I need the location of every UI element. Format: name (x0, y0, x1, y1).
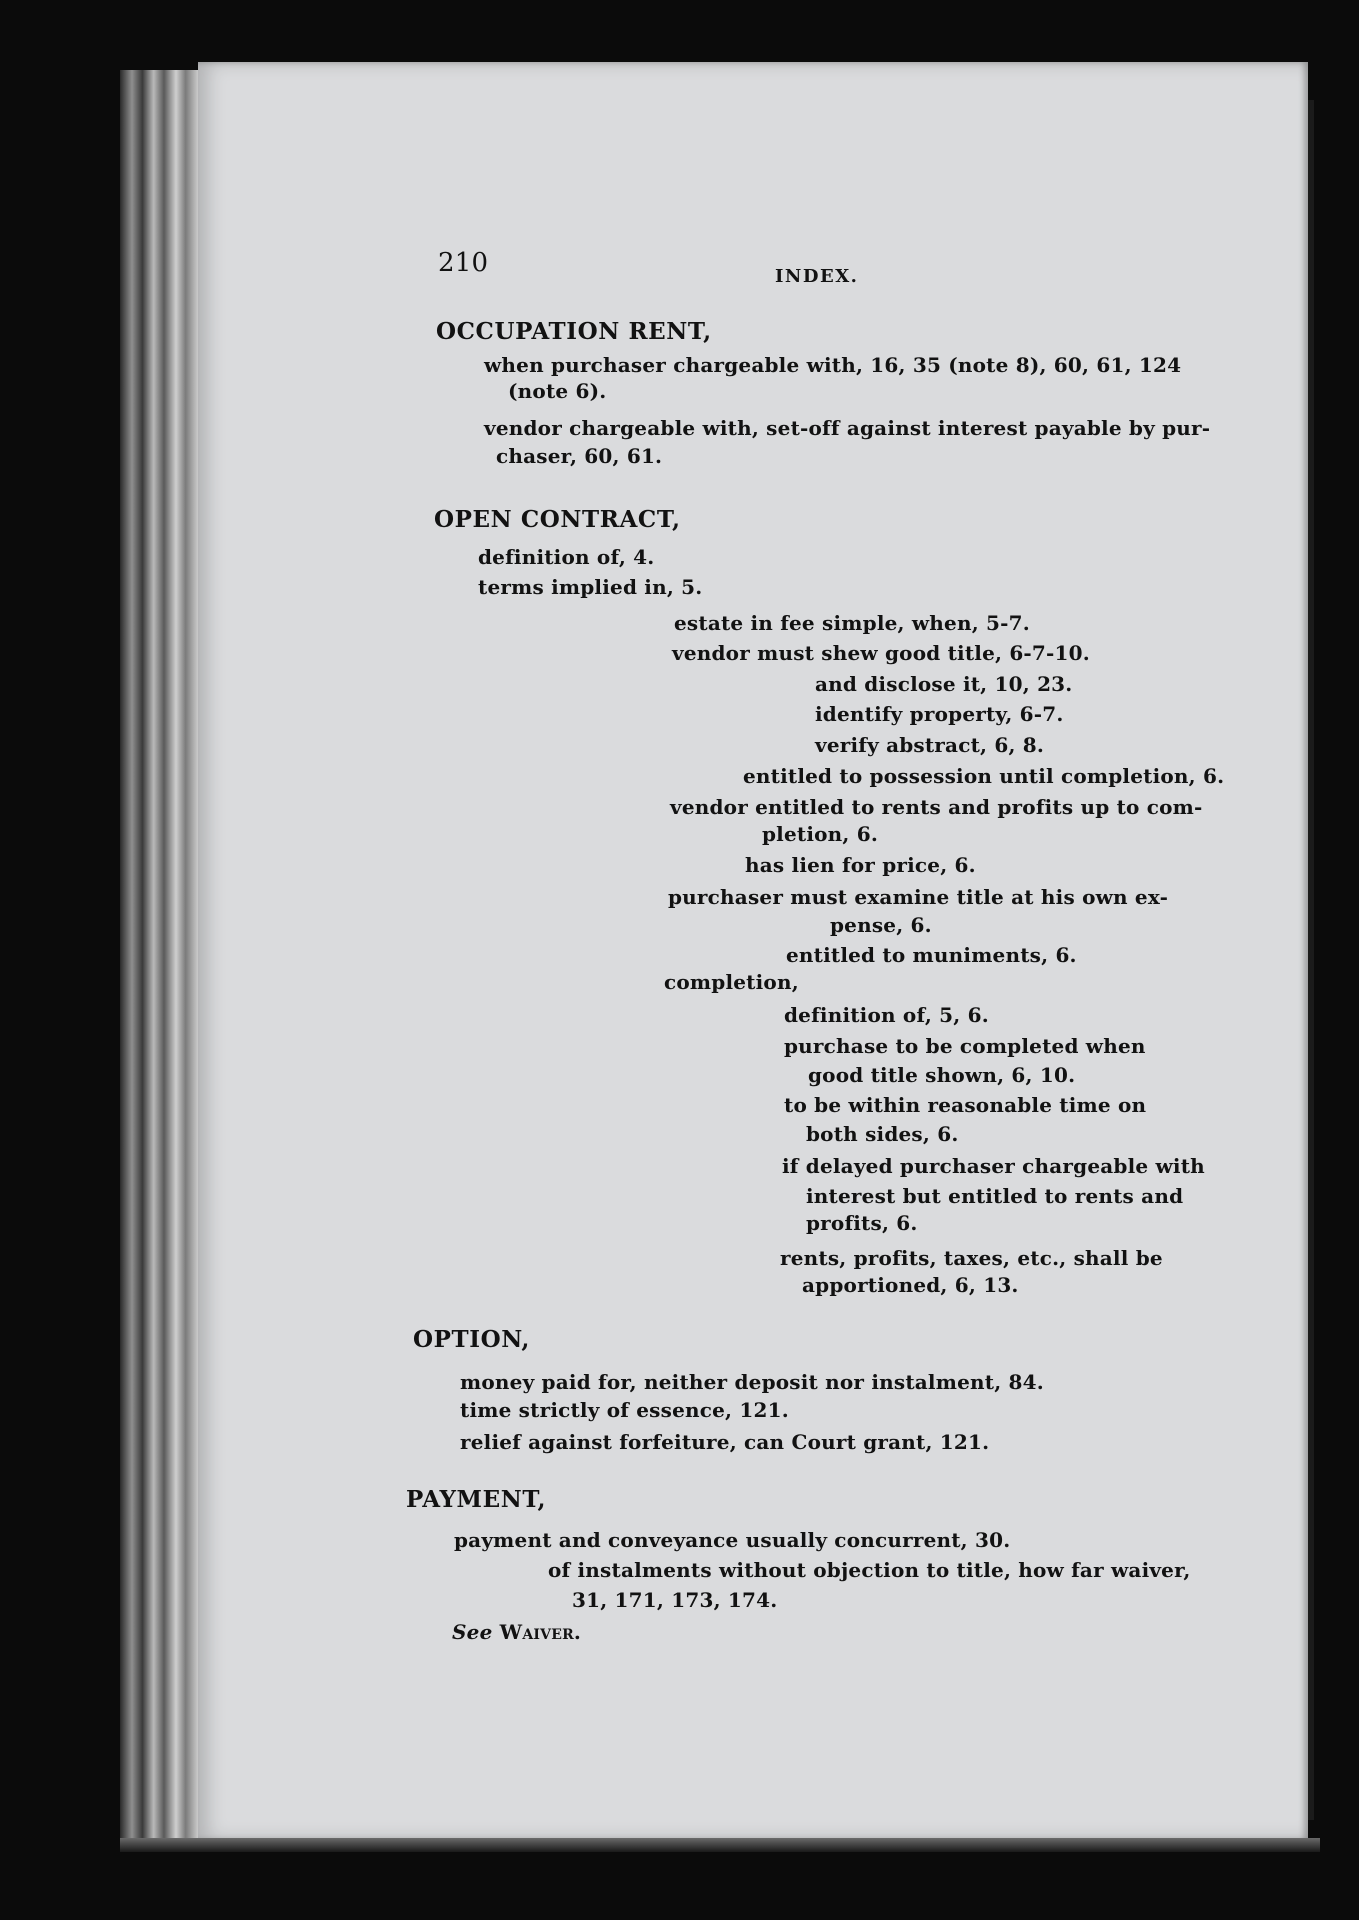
index-line: rents, profits, taxes, etc., shall be (780, 1246, 1163, 1270)
index-line: completion, (664, 970, 799, 994)
index-line: payment and conveyance usually concurrent, 30. (454, 1528, 1011, 1552)
book-spine-edges (120, 70, 200, 1840)
index-line: definition of, 4. (478, 545, 655, 569)
index-line: verify abstract, 6, 8. (815, 733, 1045, 757)
index-line: to be within reasonable time on (784, 1093, 1147, 1117)
index-line: good title shown, 6, 10. (808, 1063, 1076, 1087)
index-line: relief against forfeiture, can Court grant, 121. (460, 1430, 990, 1454)
page-right-edge (1308, 100, 1314, 1820)
index-line: both sides, 6. (806, 1122, 959, 1146)
index-line: and disclose it, 10, 23. (815, 672, 1073, 696)
index-line: of instalments without objection to title, how far waiver, (548, 1558, 1191, 1582)
running-head: INDEX. (775, 266, 859, 287)
index-line: vendor entitled to rents and profits up to com- (670, 795, 1203, 819)
heading-option: OPTION, (413, 1326, 530, 1353)
index-line: pletion, 6. (762, 822, 879, 846)
index-line: when purchaser chargeable with, 16, 35 (note 8), 60, 61, 124 (484, 353, 1182, 377)
heading-payment: PAYMENT, (406, 1486, 547, 1513)
index-line: purchaser must examine title at his own ex- (668, 885, 1169, 909)
index-line: interest but entitled to rents and (806, 1184, 1184, 1208)
index-line: estate in fee simple, when, 5-7. (674, 611, 1030, 635)
heading-open-contract: OPEN CONTRACT, (434, 506, 681, 533)
index-line: money paid for, neither deposit nor instalment, 84. (460, 1370, 1044, 1394)
page-bottom-edge (120, 1838, 1320, 1852)
heading-occupation-rent: OCCUPATION RENT, (436, 318, 712, 345)
index-line: purchase to be completed when (784, 1034, 1146, 1058)
index-line: 31, 171, 173, 174. (572, 1588, 778, 1612)
index-line: vendor chargeable with, set-off against interest payable by pur- (484, 416, 1211, 440)
page-number: 210 (438, 248, 489, 278)
index-line: pense, 6. (830, 913, 932, 937)
index-line: (note 6). (508, 379, 607, 403)
index-line: time strictly of essence, 121. (460, 1398, 789, 1422)
index-line: profits, 6. (806, 1211, 918, 1235)
index-line: entitled to possession until completion, 6. (743, 764, 1225, 788)
index-line: has lien for price, 6. (745, 853, 976, 877)
index-line: apportioned, 6, 13. (802, 1273, 1019, 1297)
see-target: Waiver. (499, 1620, 582, 1644)
see-prefix: See (452, 1620, 493, 1644)
index-line: entitled to muniments, 6. (786, 943, 1077, 967)
index-line: chaser, 60, 61. (496, 444, 663, 468)
index-line: vendor must shew good title, 6-7-10. (672, 641, 1090, 665)
index-line: if delayed purchaser chargeable with (782, 1154, 1205, 1178)
index-line: identify property, 6-7. (815, 702, 1064, 726)
index-line: definition of, 5, 6. (784, 1003, 989, 1027)
index-line: terms implied in, 5. (478, 575, 703, 599)
see-also-reference (452, 1620, 581, 1644)
